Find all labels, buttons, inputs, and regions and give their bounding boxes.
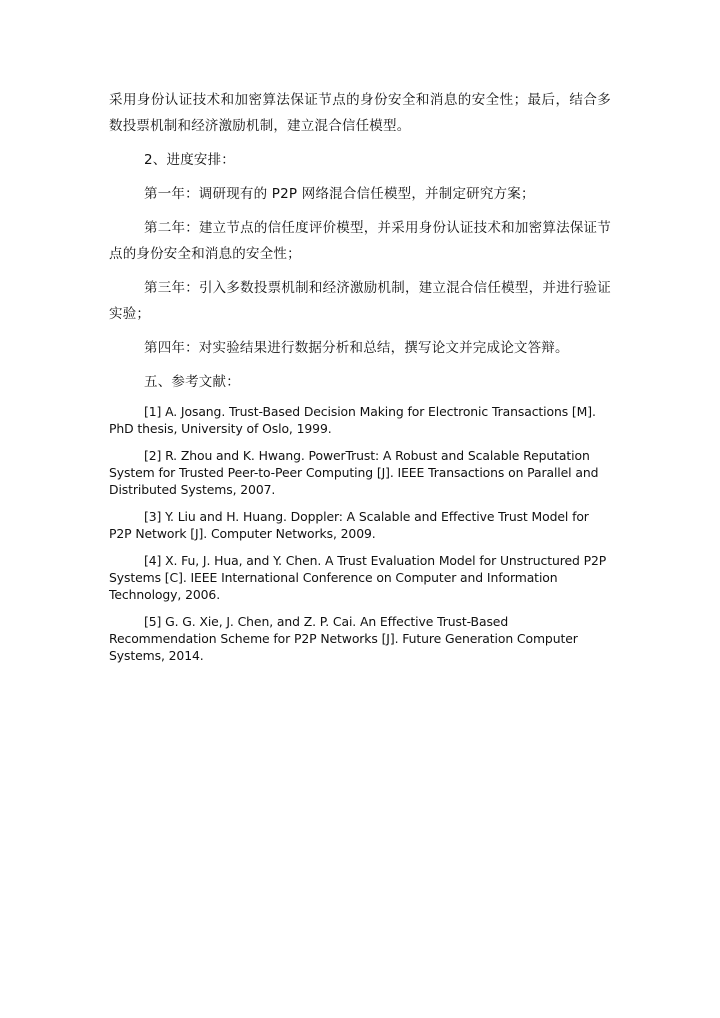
reference-item-3: [3] Y. Liu and H. Huang. Doppler: A Scalable and Effective Trust Model for P2P Network [J]. Computer Networks, 2009. [109, 509, 589, 541]
schedule-heading: 2、进度安排： [144, 152, 235, 168]
reference-item-2: [2] R. Zhou and K. Hwang. PowerTrust: A Robust and Scalable Reputation System for Trusted Peer-to-Peer Computing [J]. IEEE Transactions on Parallel and Distributed Systems, 2007. [109, 448, 599, 497]
schedule-year-3: 第三年：引入多数投票机制和经济激励机制，建立混合信任模型，并进行验证实验； [109, 280, 611, 322]
references-heading: 五、参考文献： [144, 374, 240, 390]
intro-paragraph: 采用身份认证技术和加密算法保证节点的身份安全和消息的安全性；最后，结合多数投票机制和经济激励机制，建立混合信任模型。 [109, 92, 611, 134]
schedule-year-4: 第四年：对实验结果进行数据分析和总结，撰写论文并完成论文答辩。 [144, 340, 569, 356]
reference-item-1: [1] A. Josang. Trust-Based Decision Making for Electronic Transactions [M]. PhD thesis, University of Oslo, 1999. [109, 404, 596, 436]
page-body [109, 87, 611, 674]
reference-list [109, 403, 611, 664]
schedule-year-2: 第二年：建立节点的信任度评价模型，并采用身份认证技术和加密算法保证节点的身份安全和消息的安全性； [109, 220, 611, 262]
reference-item-4: [4] X. Fu, J. Hua, and Y. Chen. A Trust Evaluation Model for Unstructured P2P Systems [C]. IEEE International Conference on Computer and Information Technology, 2006. [109, 553, 607, 602]
schedule-year-1: 第一年：调研现有的 P2P 网络混合信任模型，并制定研究方案； [144, 186, 535, 202]
reference-item-5: [5] G. G. Xie, J. Chen, and Z. P. Cai. An Effective Trust-Based Recommendation Scheme for P2P Networks [J]. Future Generation Computer Systems, 2014. [109, 614, 578, 663]
